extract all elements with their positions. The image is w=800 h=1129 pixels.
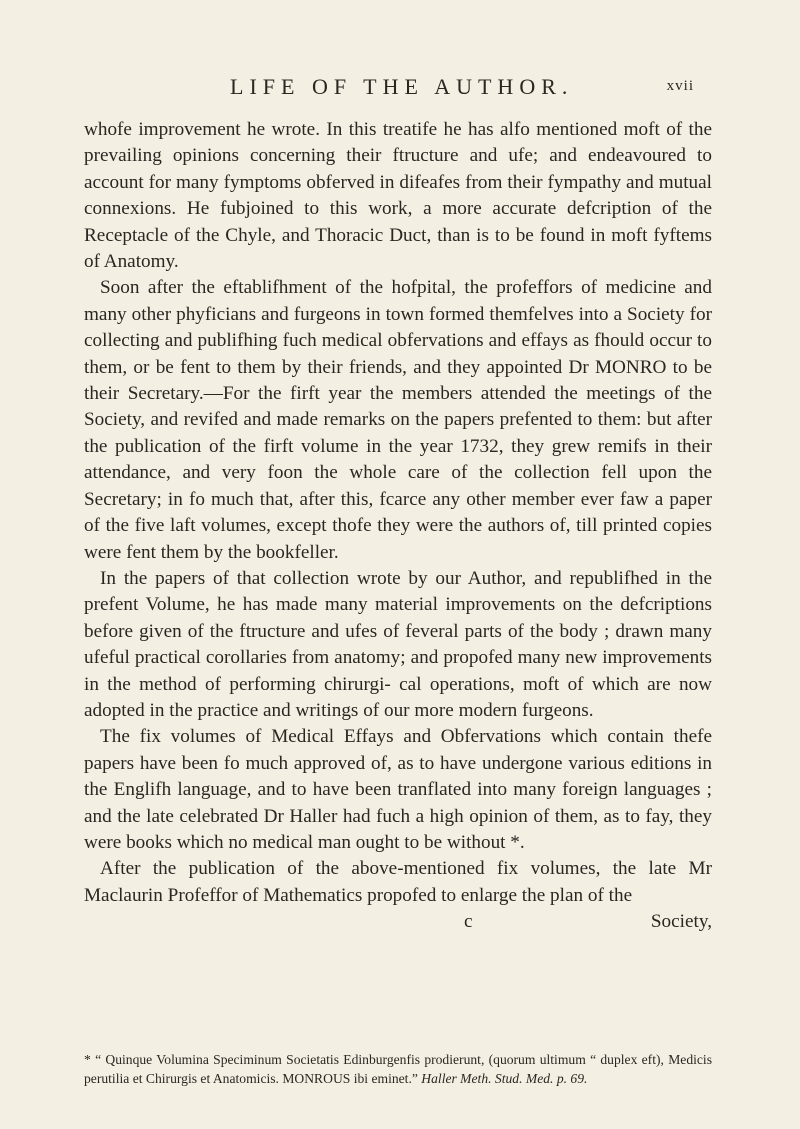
page-number: xvii xyxy=(666,78,694,94)
signature-row xyxy=(84,909,712,935)
catchword: Society, xyxy=(650,911,712,933)
paragraph-1: whofe improvement he wrote. In this treatife he has alfo mentioned moft of the prevailing opinions concerning their ftructure and ufe; and endeavoured to account for many fymptoms obferved in difeafes from their fympathy and mutual connexions. He fubjoined to this work, a more accurate defcription of the Receptacle of the Chyle, and Thoracic Duct, than is to be found in moft fyftems of Anatomy. xyxy=(84,119,712,273)
footnote-reference: Haller Meth. Stud. Med. p. 69. xyxy=(421,1071,588,1086)
running-head: LIFE OF THE AUTHOR. xyxy=(230,74,574,99)
paragraph-2: Soon after the eftablifhment of the hofpital, the profeffors of medicine and many other phyficians and furgeons in town formed themfelves into a Society for collecting and publifhing fuch medical obfervations and effays as fhould occur to them, or be fent to them by their friends, and they appointed Dr MONRO to be their Secretary.—For the firft year the members attended the meetings of the Society, and revifed and made remarks on the papers prefented to them: but after the publication of the firft volume in the year 1732, they grew remifs in their attendance, and very foon the whole care of the collection fell upon the Secretary; in fo much that, after this, fcarce any other member ever faw a paper of the five laft volumes, except thofe they were the authors of, till printed copies were fent them by the bookfeller. xyxy=(84,277,712,563)
paragraph-3: In the papers of that collection wrote by our Author, and republifhed in the prefent Volume, he has made many material improvements on the defcriptions before given of the ftructure and ufes of feveral parts of the body ; drawn many ufeful practical corollaries from anatomy; and propofed many new improvements in the method of performing chirurgi- cal operations, moft of which are now adopted in the practice and writings of our more modern furgeons. xyxy=(84,567,712,721)
footnote xyxy=(84,1050,712,1088)
body-text xyxy=(84,117,712,935)
paragraph-4: The fix volumes of Medical Effays and Obfervations which contain thefe papers have been fo much approved of, as to have undergone various editions in the Englifh language, and to have been tranflated into many foreign languages ; and the late celebrated Dr Haller had fuch a high opinion of them, as to fay, they were books which no medical man ought to be without *. xyxy=(84,726,712,853)
paragraph-5: After the publication of the above-mentioned fix volumes, the late Mr Maclaurin Profeffor of Mathematics propofed to enlarge the plan of the xyxy=(84,858,712,906)
footnote-text: * “ Quinque Volumina Speciminum Societatis Edinburgenfis prodierunt, (quorum ultimum “ duplex eft), Medicis perutilia et Chirurgis et Anatomicis. MONROUS ibi eminet.” xyxy=(84,1052,712,1086)
page-header xyxy=(0,74,800,104)
signature-mark: c xyxy=(464,911,473,933)
